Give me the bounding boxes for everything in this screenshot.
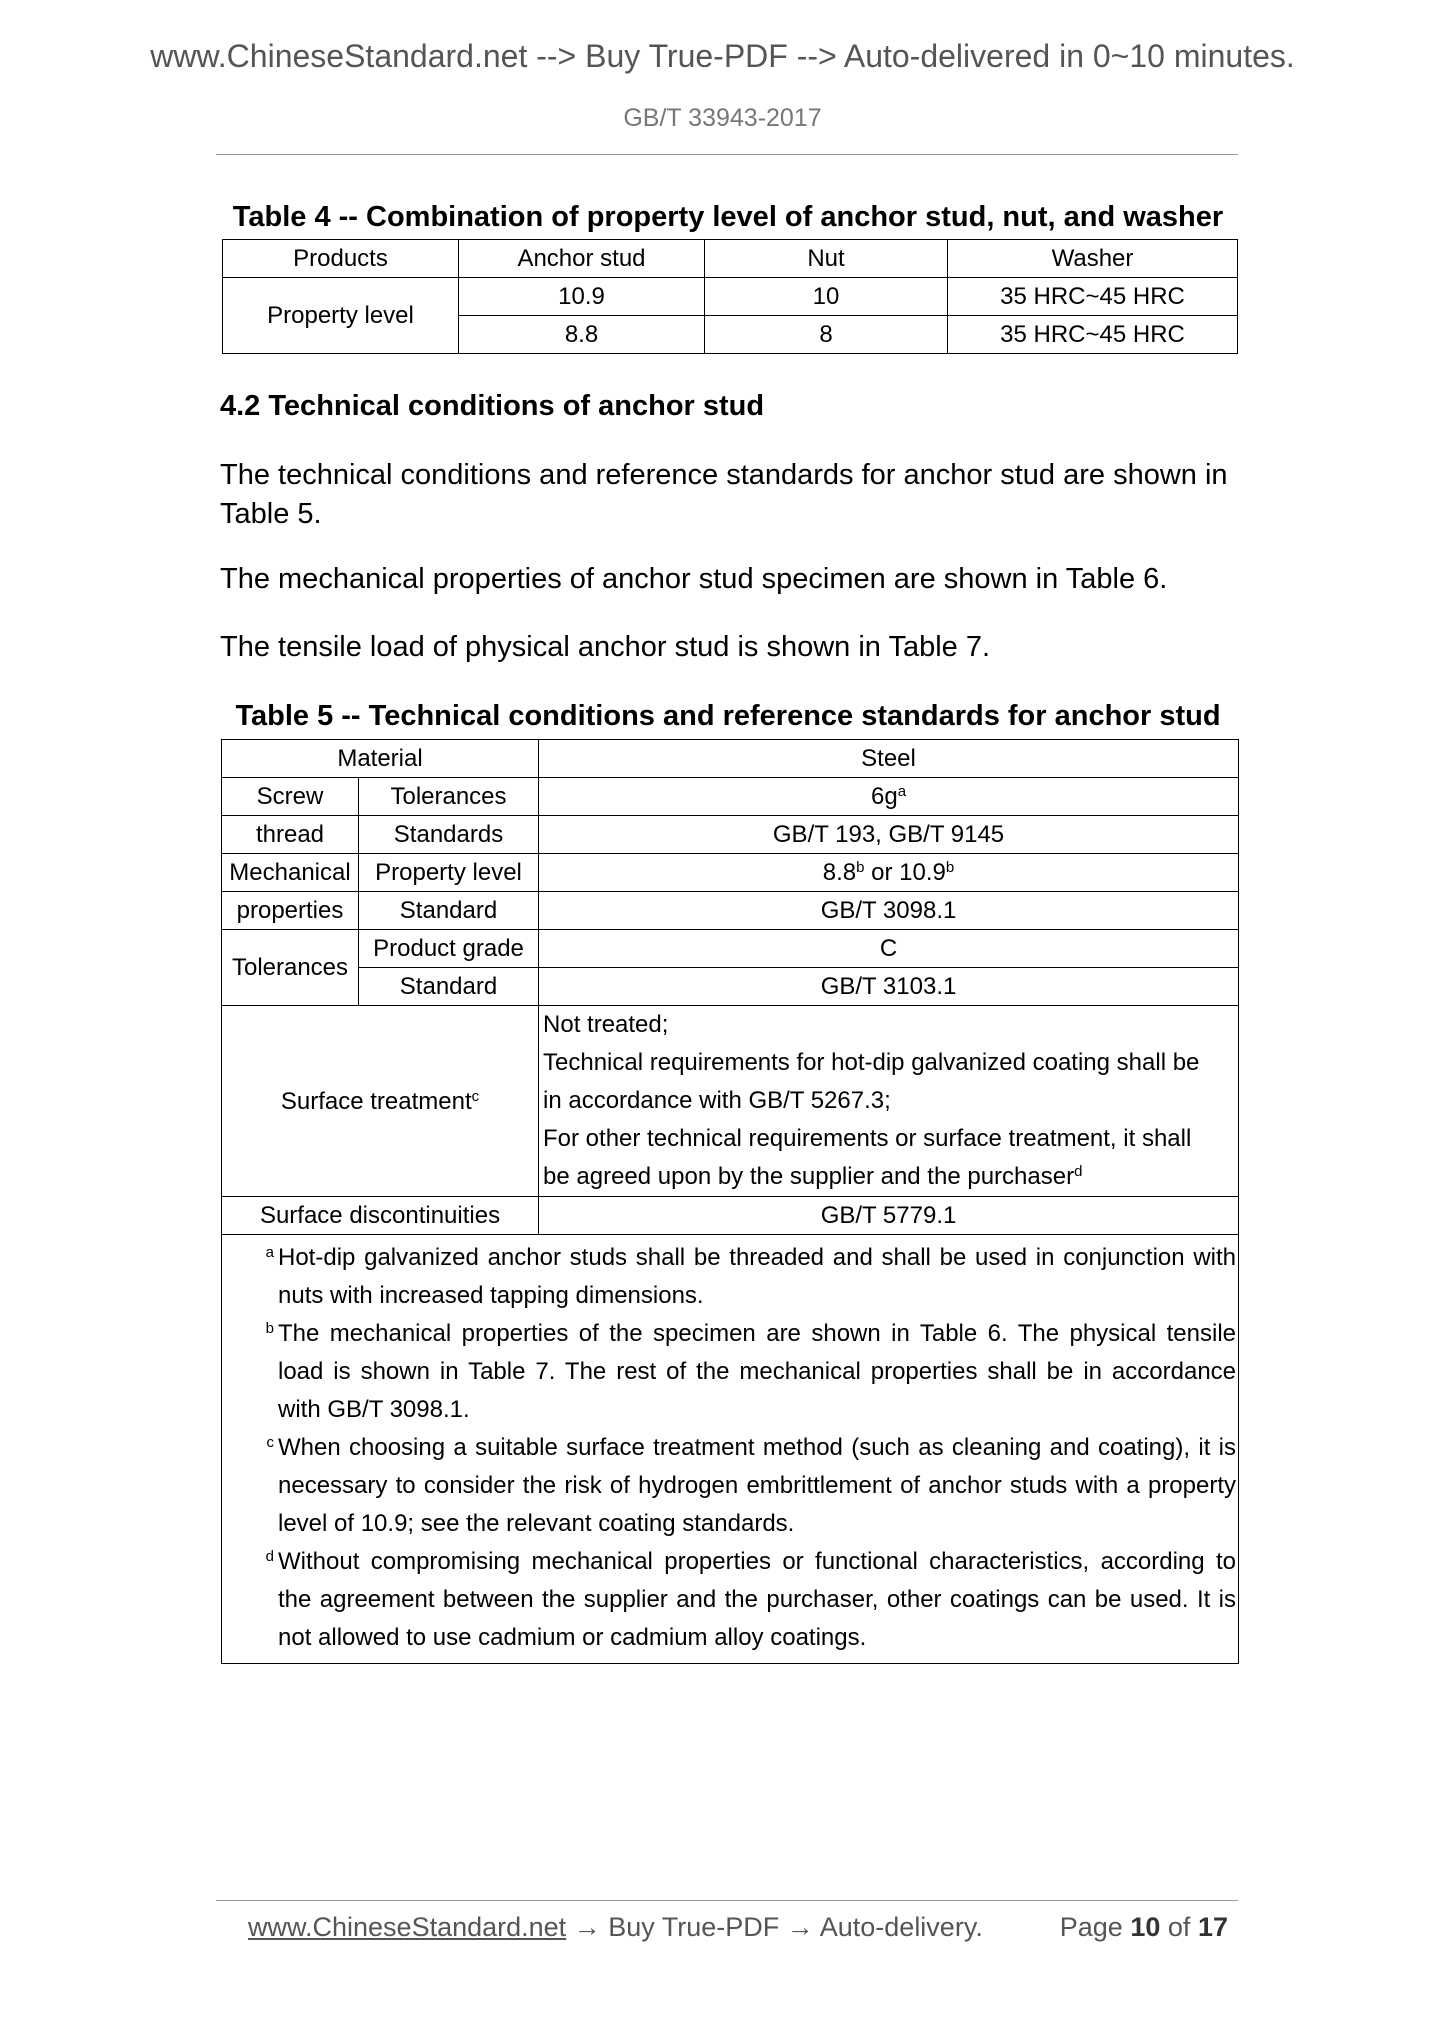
tolerances-value bbox=[539, 778, 1239, 816]
table-row bbox=[222, 740, 1239, 778]
product-grade-value: C bbox=[539, 930, 1239, 968]
header-banner: www.ChineseStandard.net --> Buy True-PDF --> Auto-delivered in 0~10 minutes. bbox=[150, 38, 1295, 74]
footnote-mark: d bbox=[1074, 1163, 1083, 1180]
page-number: 10 bbox=[1130, 1912, 1161, 1942]
page-total: 17 bbox=[1197, 1912, 1228, 1942]
table-note-text: The mechanical properties of the specimen are shown in Table 6. The physical tensile load is shown in Table 7. The rest of the mechanical properties shall be in accordance with GB/T 3098.1. bbox=[278, 1320, 1237, 1423]
table-row bbox=[223, 278, 1238, 316]
footnote-mark: c bbox=[266, 1434, 274, 1451]
table-note-text: Hot-dip galvanized anchor studs shall be threaded and shall be used in conjunction with nuts with increased tapping dimensions. bbox=[278, 1244, 1237, 1309]
table-row bbox=[222, 1197, 1239, 1235]
table-cell: 8.8 bbox=[459, 316, 705, 354]
table-note-text: When choosing a suitable surface treatment method (such as cleaning and coating), it is necessary to consider the risk of hydrogen embrittlement of anchor studs with a property level of 10.9; see the relevant coating standards. bbox=[278, 1434, 1237, 1537]
table4-header-cell: Washer bbox=[948, 240, 1238, 278]
footnote-mark: d bbox=[265, 1548, 274, 1565]
standard-number: GB/T 33943-2017 bbox=[623, 104, 822, 132]
surface-treatment-line-text: be agreed upon by the supplier and the purchaser bbox=[543, 1163, 1075, 1190]
footer bbox=[248, 1907, 1228, 1947]
tolerances-value-text: 6g bbox=[870, 783, 898, 810]
footnote-mark: b bbox=[265, 1320, 274, 1337]
table-row bbox=[222, 892, 1239, 930]
footnote-mark: b bbox=[856, 859, 865, 876]
table4-header-row bbox=[223, 240, 1238, 278]
table-cell: 10 bbox=[705, 278, 948, 316]
surface-treatment-line: Not treated; bbox=[543, 1011, 669, 1038]
table-row bbox=[222, 930, 1239, 968]
property-level-label: Property level bbox=[359, 854, 539, 892]
paragraph: The mechanical properties of anchor stud specimen are shown in Table 6. bbox=[220, 563, 1168, 595]
table-row bbox=[222, 854, 1239, 892]
standard-value: GB/T 3103.1 bbox=[539, 968, 1239, 1006]
table-note bbox=[222, 1429, 1236, 1543]
footnote-mark: c bbox=[471, 1087, 480, 1105]
paragraph: The tensile load of physical anchor stud is shown in Table 7. bbox=[220, 631, 991, 663]
surface-treatment-label bbox=[222, 1006, 539, 1197]
tolerances-group-label: Tolerances bbox=[222, 930, 359, 1006]
surface-treatment-line: For other technical requirements or surface treatment, it shall bbox=[543, 1125, 1192, 1152]
table4-caption: Table 4 -- Combination of property level of anchor stud, nut, and washer bbox=[232, 201, 1224, 233]
table-note bbox=[222, 1315, 1236, 1429]
table4 bbox=[222, 239, 1238, 354]
table4-row-label: Property level bbox=[223, 278, 459, 354]
footnote-mark: b bbox=[945, 859, 955, 876]
page-indicator bbox=[1060, 1907, 1228, 1947]
table-note bbox=[222, 1543, 1236, 1657]
table4-header-cell: Nut bbox=[705, 240, 948, 278]
table-cell: 10.9 bbox=[459, 278, 705, 316]
footer-text: → Buy True-PDF → Auto-delivery. bbox=[566, 1912, 983, 1942]
of-word: of bbox=[1167, 1912, 1191, 1942]
table-notes-row bbox=[222, 1235, 1239, 1664]
property-level-a: 8.8 bbox=[822, 859, 857, 886]
table5-caption: Table 5 -- Technical conditions and reference standards for anchor stud bbox=[235, 700, 1221, 732]
page-word: Page bbox=[1059, 1912, 1123, 1942]
mechanical-label: Mechanical bbox=[222, 854, 359, 892]
material-label: Material bbox=[222, 740, 539, 778]
table4-header-cell: Products bbox=[223, 240, 459, 278]
section-heading: 4.2 Technical conditions of anchor stud bbox=[220, 390, 765, 422]
surface-treatment-value bbox=[539, 1006, 1239, 1197]
material-value: Steel bbox=[539, 740, 1239, 778]
surface-discontinuities-label: Surface discontinuities bbox=[222, 1197, 539, 1235]
standard-label: Standard bbox=[359, 968, 539, 1006]
paragraph: The technical conditions and reference standards for anchor stud are shown in Table 5. bbox=[220, 459, 1228, 530]
table4-header-cell: Anchor stud bbox=[459, 240, 705, 278]
footer-divider bbox=[216, 1900, 1238, 1901]
table5 bbox=[221, 739, 1239, 1664]
surface-treatment-line bbox=[543, 1158, 1238, 1196]
footer-link[interactable]: www.ChineseStandard.net bbox=[248, 1912, 567, 1942]
standards-value: GB/T 193, GB/T 9145 bbox=[539, 816, 1239, 854]
property-level-value bbox=[539, 854, 1239, 892]
screw-thread-label: Screw bbox=[222, 778, 359, 816]
screw-thread-label: thread bbox=[222, 816, 359, 854]
footnote-mark: a bbox=[265, 1244, 274, 1261]
surface-treatment-line: Technical requirements for hot-dip galvanized coating shall be bbox=[543, 1049, 1200, 1076]
table-row bbox=[222, 778, 1239, 816]
table-cell: 35 HRC~45 HRC bbox=[948, 278, 1238, 316]
mechanical-label: properties bbox=[222, 892, 359, 930]
header-divider bbox=[216, 154, 1238, 155]
product-grade-label: Product grade bbox=[359, 930, 539, 968]
table-cell: 35 HRC~45 HRC bbox=[948, 316, 1238, 354]
surface-discontinuities-value: GB/T 5779.1 bbox=[539, 1197, 1239, 1235]
tolerances-label: Tolerances bbox=[359, 778, 539, 816]
table-cell: 8 bbox=[705, 316, 948, 354]
table-note-text: Without compromising mechanical properties or functional characteristics, according to the agreement between the supplier and the purchaser, other coatings can be used. It is not allowed to use cadmium or cadmium alloy coatings. bbox=[278, 1548, 1237, 1651]
footnote-mark: a bbox=[897, 783, 907, 800]
table-row bbox=[222, 1006, 1239, 1197]
standard-value: GB/T 3098.1 bbox=[539, 892, 1239, 930]
table-row bbox=[222, 968, 1239, 1006]
standards-label: Standards bbox=[359, 816, 539, 854]
table-row bbox=[222, 816, 1239, 854]
table-notes bbox=[222, 1235, 1239, 1664]
standard-label: Standard bbox=[359, 892, 539, 930]
surface-treatment-label-text: Surface treatment bbox=[280, 1087, 472, 1115]
table-note bbox=[222, 1239, 1236, 1315]
property-level-or: or 10.9 bbox=[864, 859, 946, 886]
surface-treatment-line: in accordance with GB/T 5267.3; bbox=[543, 1087, 891, 1114]
